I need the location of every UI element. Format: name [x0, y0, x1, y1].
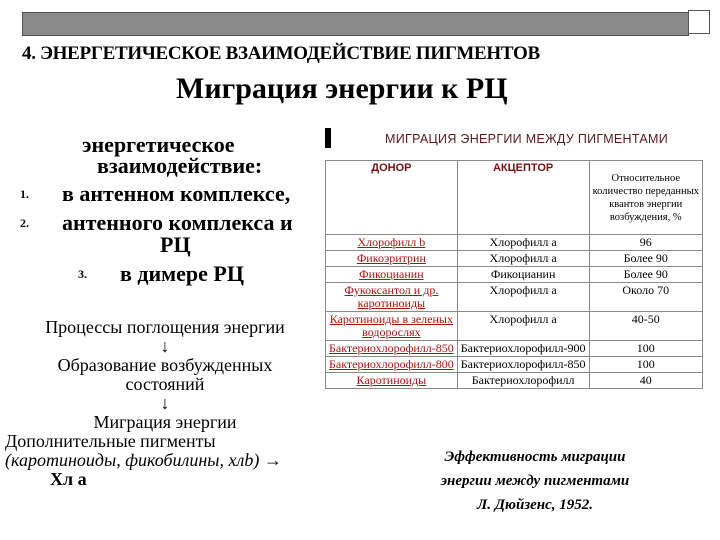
item-3-text: в димере РЦ	[120, 261, 244, 286]
table-row	[326, 373, 703, 389]
slide-subtitle: Миграция энергии к РЦ	[176, 72, 508, 105]
acceptor-cell: Хлорофилл а	[457, 251, 589, 267]
intro-line-1: энергетическое	[82, 132, 235, 157]
acceptor-cell: Бактериохлорофилл	[457, 373, 589, 389]
pigment-table	[325, 160, 703, 389]
acceptor-cell: Хлорофилл а	[457, 283, 589, 312]
flow-arrow: ↓	[160, 393, 170, 413]
flow-step: Миграция энергии	[93, 412, 237, 432]
title-bar-square	[688, 10, 710, 34]
title-bar-decoration	[22, 12, 689, 36]
donor-cell: Фикоцианин	[326, 267, 458, 283]
flow-step: (каротиноиды, фикобилины, хлb) →	[5, 450, 282, 470]
donor-cell: Бактериохлорофилл-800	[326, 357, 458, 373]
caption-line-1: Эффективность миграции	[444, 449, 626, 465]
acceptor-cell: Хлорофилл а	[457, 235, 589, 251]
acceptor-cell: Бактериохлорофилл-850	[457, 357, 589, 373]
item-3-number: 3.	[78, 267, 87, 281]
table-title: МИГРАЦИЯ ЭНЕРГИИ МЕЖДУ ПИГМЕНТАМИ	[385, 132, 669, 146]
value-cell: 100	[589, 357, 703, 373]
value-cell: Около 70	[589, 283, 703, 312]
caption-line-3: Л. Дюйзенс, 1952.	[476, 497, 594, 513]
table-caption	[400, 445, 670, 517]
caption-line-2: энергии между пигментами	[440, 473, 630, 489]
donor-cell: Хлорофилл b	[326, 235, 458, 251]
value-cell: 40	[589, 373, 703, 389]
flow-step: Образование возбужденных	[57, 355, 273, 375]
acceptor-cell: Хлорофилл а	[457, 312, 589, 341]
value-cell: 100	[589, 341, 703, 357]
item-1-text: в антенном комплексе,	[62, 181, 291, 206]
header-relative: Относительное количество переданных квантов энергии возбуждения, %	[589, 161, 703, 235]
table-row	[326, 235, 703, 251]
value-cell: Более 90	[589, 267, 703, 283]
donor-cell: Каротиноиды	[326, 373, 458, 389]
flow-step: состояний	[125, 374, 205, 394]
donor-cell: Каротиноиды в зеленых водорослях	[326, 312, 458, 341]
item-2-number: 2.	[20, 216, 29, 230]
item-1-number: 1.	[20, 187, 29, 201]
donor-cell: Фукоксантол и др. каротиноиды	[326, 283, 458, 312]
header-acceptor: АКЦЕПТОР	[457, 161, 589, 235]
flow-step: Процессы поглощения энергии	[45, 317, 285, 337]
section-title: 4. ЭНЕРГЕТИЧЕСКОЕ ВЗАИМОДЕЙСТВИЕ ПИГМЕНТОВ	[22, 43, 540, 64]
flow-step: Хл а	[50, 469, 87, 489]
donor-cell: Бактериохлорофилл-850	[326, 341, 458, 357]
table-row	[326, 357, 703, 373]
acceptor-cell: Фикоцианин	[457, 267, 589, 283]
energy-flow	[5, 318, 325, 489]
flow-step: Дополнительные пигменты	[5, 431, 216, 451]
table-marker	[325, 128, 331, 148]
value-cell: 96	[589, 235, 703, 251]
table-row	[326, 341, 703, 357]
header-donor: ДОНОР	[326, 161, 458, 235]
intro-line-2: взаимодействие:	[97, 153, 263, 178]
table-row	[326, 283, 703, 312]
acceptor-cell: Бактериохлорофилл-900	[457, 341, 589, 357]
value-cell: 40-50	[589, 312, 703, 341]
flow-arrow: ↓	[160, 336, 170, 356]
table-row	[326, 251, 703, 267]
donor-cell: Фикоэритрин	[326, 251, 458, 267]
value-cell: Более 90	[589, 251, 703, 267]
item-2-text-b: РЦ	[160, 232, 191, 257]
item-2-text-a: антенного комплекса и	[62, 210, 293, 235]
table-row	[326, 312, 703, 341]
table-row	[326, 267, 703, 283]
